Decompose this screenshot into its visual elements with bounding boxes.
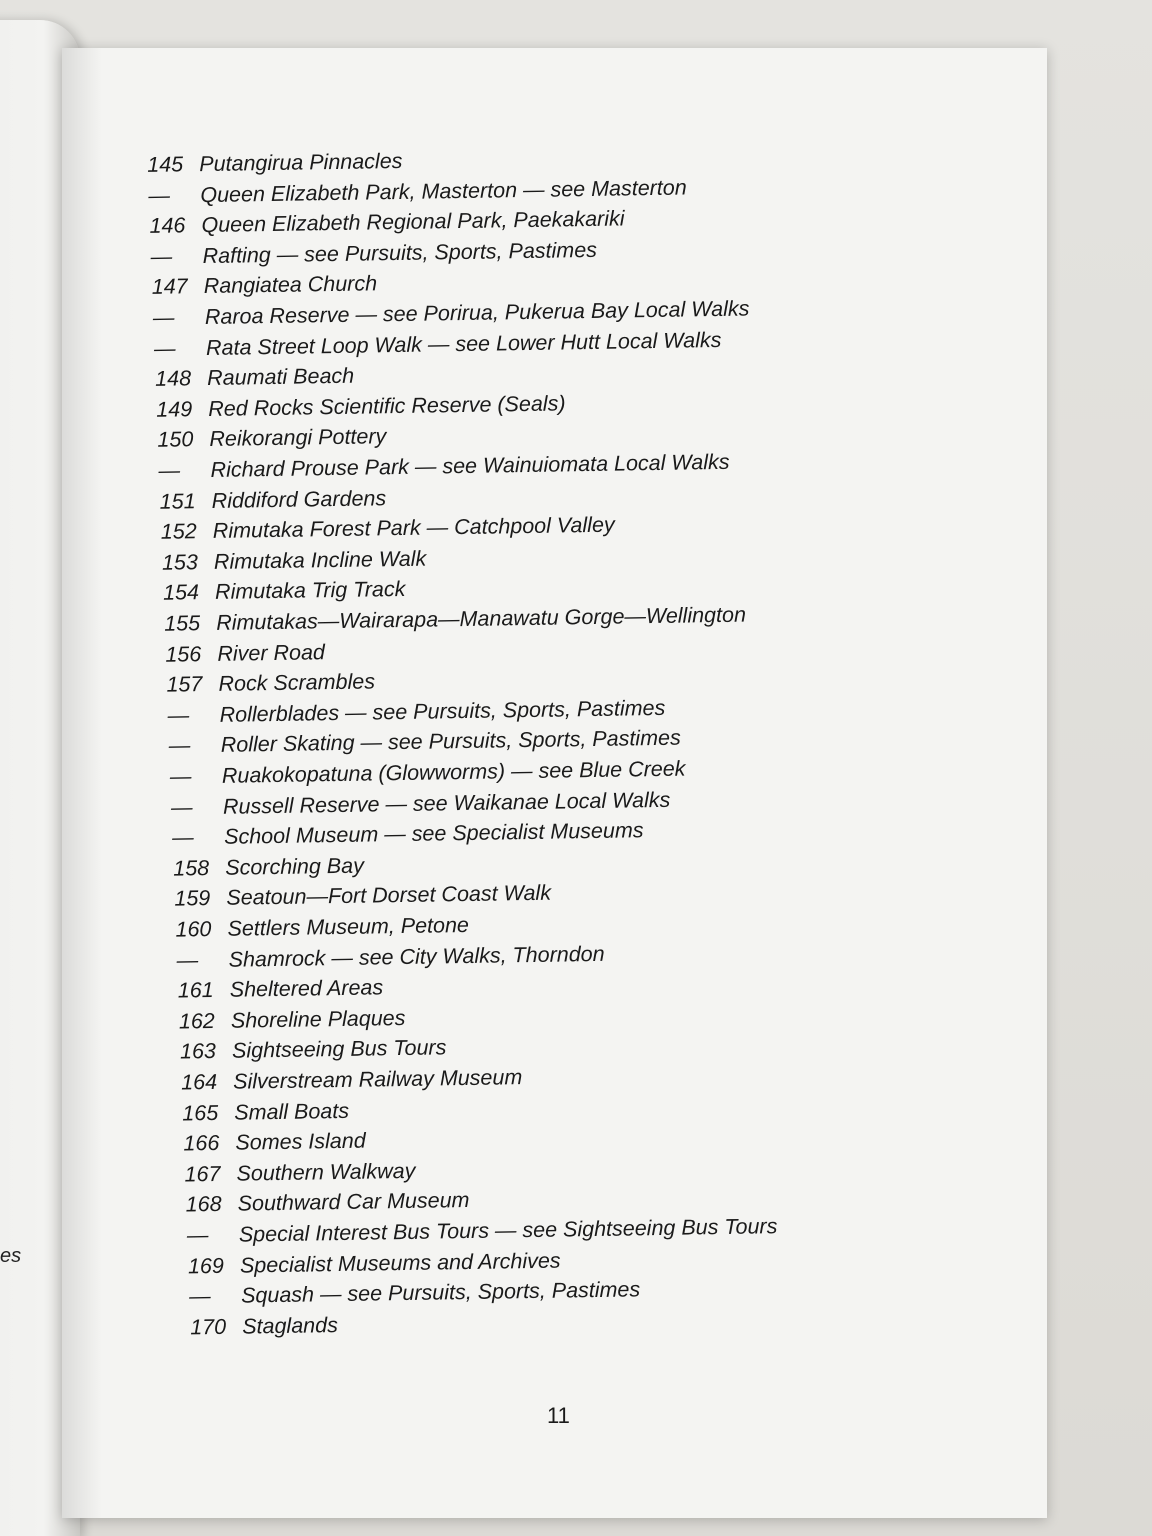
entry-title: Red Rocks Scientific Reserve (Seals) (208, 391, 566, 421)
entry-number: 167 (184, 1161, 221, 1187)
entry-number: 169 (187, 1253, 225, 1279)
entry-title: Staglands (242, 1312, 339, 1339)
entry-title: Rimutaka Incline Walk (213, 546, 427, 574)
index-entry (189, 1275, 641, 1312)
index-entry (185, 1185, 469, 1219)
entry-number: 166 (183, 1131, 220, 1156)
index-entry (163, 574, 406, 608)
entry-title: Rollerblades — see Pursuits, Sports, Pastimes (219, 695, 666, 727)
page-number: 11 (547, 1403, 570, 1428)
entry-title: Somes Island (235, 1128, 366, 1155)
entry-number: 162 (178, 1008, 215, 1034)
entry-title: Small Boats (234, 1098, 350, 1125)
entry-title: Shamrock — see City Walks, Thorndon (228, 941, 605, 972)
entry-number: — (186, 1223, 209, 1248)
entry-number: — (148, 183, 171, 208)
entry-number: 158 (173, 855, 210, 881)
entry-title: Sheltered Areas (229, 975, 384, 1002)
entry-title: Ruakokopatuna (Glowworms) — see Blue Creek (221, 756, 686, 788)
entry-title: Southern Walkway (236, 1158, 416, 1186)
entry-title: Richard Prouse Park — see Wainuiomata Local Walks (210, 449, 730, 482)
entry-title: Riddiford Gardens (211, 485, 387, 513)
index-entry (157, 422, 386, 456)
index-entry (166, 667, 375, 700)
entry-number: 147 (151, 274, 188, 300)
entry-number: — (188, 1284, 211, 1309)
index-entry (174, 878, 551, 914)
entry-number: 152 (160, 519, 197, 544)
index-entry (181, 1062, 523, 1097)
entry-title: Rock Scrambles (218, 669, 376, 697)
entry-title: Scorching Bay (225, 853, 365, 880)
entry-title: Settlers Museum, Petone (227, 912, 470, 941)
entry-number: — (168, 733, 191, 759)
index-entry (159, 483, 386, 517)
index-entry (147, 146, 403, 180)
index-entry (156, 388, 566, 424)
entry-number: 160 (175, 917, 212, 942)
entry-number: 161 (177, 978, 214, 1003)
entry-title: Southward Car Museum (237, 1188, 470, 1217)
entry-title: Queen Elizabeth Regional Park, Paekakariki (201, 206, 625, 238)
entry-number: — (153, 336, 176, 361)
entry-number: — (167, 703, 190, 728)
index-page (62, 48, 1047, 1518)
entry-title: Specialist Museums and Archives (239, 1248, 561, 1278)
entry-title: Rafting — see Pursuits, Sports, Pastimes (202, 237, 598, 268)
entry-number: 165 (182, 1100, 219, 1126)
entry-title: Rimutakas—Wairarapa—Manawatu Gorge—Wellington (216, 602, 747, 635)
index-entry (162, 543, 427, 577)
index-entry (183, 1126, 366, 1159)
entry-number: 150 (157, 427, 194, 453)
entry-number: 151 (159, 488, 196, 514)
index-entry (180, 1033, 447, 1067)
index-entry (175, 910, 469, 945)
entry-number: — (158, 458, 181, 483)
entry-number: 149 (156, 397, 193, 422)
entry-number: 155 (164, 611, 201, 636)
index-entry (179, 1003, 406, 1037)
entry-title: Reikorangi Pottery (209, 424, 387, 452)
entry-title: Raroa Reserve — see Porirua, Pukerua Bay Local Walks (204, 296, 750, 330)
index-entry (190, 1310, 338, 1342)
entry-title: Shoreline Plaques (230, 1005, 406, 1033)
entry-number: — (171, 825, 194, 850)
entry-title: Queen Elizabeth Park, Masterton — see Masterton (200, 175, 687, 207)
index-entry (165, 637, 325, 670)
entry-number: 156 (165, 641, 202, 667)
entry-number: 153 (161, 549, 199, 575)
index-entry (184, 1156, 415, 1190)
index-entry (176, 938, 604, 975)
entry-title: Roller Skating — see Pursuits, Sports, Pastimes (220, 726, 681, 758)
entry-number: 146 (149, 213, 186, 239)
entry-title: Raumati Beach (206, 363, 355, 391)
index-entry (152, 269, 378, 303)
entry-title: Rangiatea Church (203, 271, 378, 299)
index-entry (161, 510, 615, 547)
index-entry (150, 235, 597, 272)
index-list (62, 48, 1047, 1518)
index-entry (178, 973, 384, 1006)
index-entry (155, 361, 354, 394)
entry-title: Sightseeing Bus Tours (231, 1035, 447, 1064)
index-entry (172, 815, 644, 852)
entry-number: — (170, 794, 193, 820)
entry-title: Putangirua Pinnacles (199, 148, 403, 177)
entry-title: Seatoun—Fort Dorset Coast Walk (226, 881, 552, 911)
entry-number: — (150, 244, 173, 269)
index-entry (182, 1095, 349, 1128)
index-entry (173, 850, 364, 883)
entry-number: 154 (162, 580, 200, 606)
entry-title: Rimutaka Trig Track (214, 577, 406, 605)
entry-title: Special Interest Bus Tours — see Sightseeing Bus Tours (238, 1214, 778, 1247)
entry-title: Squash — see Pursuits, Sports, Pastimes (240, 1277, 641, 1308)
entry-title: Russell Reserve — see Waikanae Local Walks (222, 787, 671, 819)
entry-title: Rimutaka Forest Park — Catchpool Valley (212, 512, 615, 544)
entry-number: 168 (185, 1192, 222, 1217)
entry-number: — (176, 947, 199, 973)
entry-number: — (169, 764, 192, 789)
entry-number: 163 (179, 1039, 217, 1064)
entry-number: 157 (166, 672, 203, 697)
entry-title: Silverstream Railway Museum (232, 1065, 523, 1094)
entry-number: 170 (190, 1314, 227, 1340)
entry-number: 164 (180, 1069, 218, 1095)
entry-title: School Museum — see Specialist Museums (223, 818, 644, 849)
entry-number: 148 (154, 366, 192, 392)
facing-page-text: es (0, 1245, 22, 1267)
entry-number: 159 (174, 886, 211, 911)
entry-number: — (152, 305, 175, 330)
entry-title: River Road (217, 639, 326, 666)
entry-title: Rata Street Loop Walk — see Lower Hutt Local Walks (205, 327, 722, 360)
entry-number: 145 (147, 152, 184, 177)
